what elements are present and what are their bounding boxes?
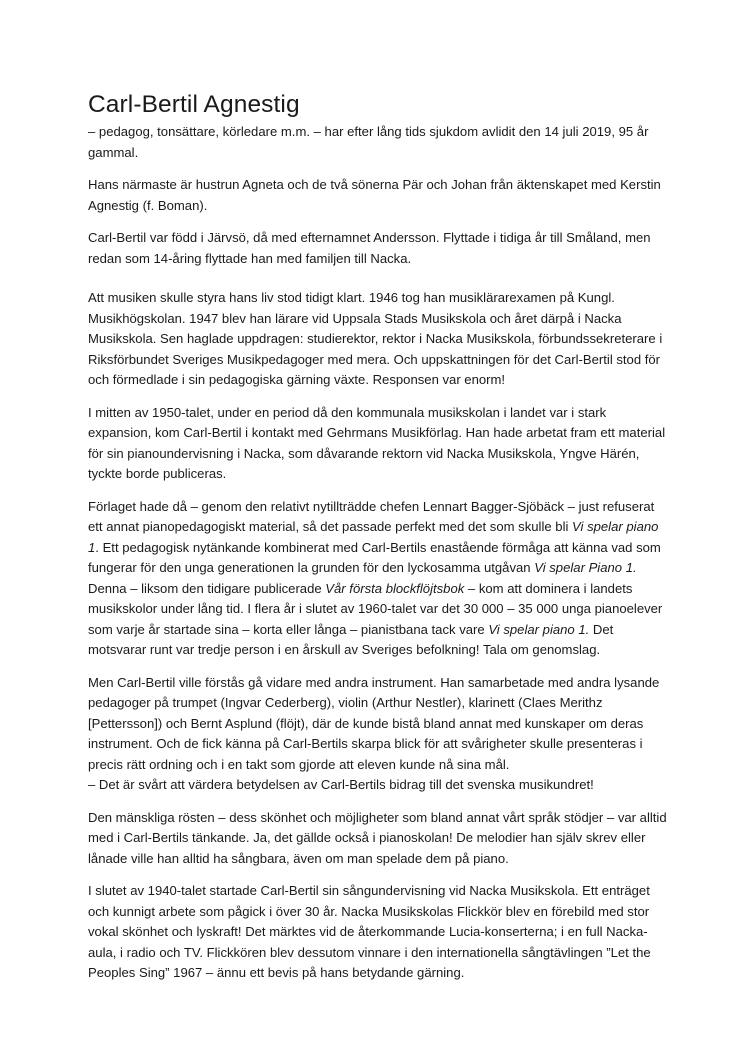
piano-book-paragraph xyxy=(88,497,668,661)
choir-paragraph: I slutet av 1940-talet startade Carl-Bertil sin sångundervisning vid Nacka Musikskola. Ett enträget och kunnigt arbete som pågick i över 30 år. Nacka Musikskolas Flickkör blev en förebild med stor vokal skönhet och lyskraft! Det märktes vid de återkommande Lucia-konserterna; i en full Nacka-aula, i radio och TV. Flickkören blev dessutom vinnare i den internationella sångtävlingen ”Let the Peoples Sing” 1967 – ännu ett bevis på hans betydande gärning. xyxy=(88,883,651,980)
quote-line: – Det är svårt att värdera betydelsen av Carl-Bertils bidrag till det svenska musikundret! xyxy=(88,777,594,792)
family-paragraph: Hans närmaste är hustrun Agneta och de två sönerna Pär och Johan från äktenskapet med Kerstin Agnestig (f. Boman). xyxy=(88,177,661,213)
intro-paragraph: – pedagog, tonsättare, körledare m.m. – har efter lång tids sjukdom avlidit den 14 juli 2019, 95 år gammal. xyxy=(88,124,649,160)
book-title: Vår första blockflöjtsbok xyxy=(325,580,465,596)
book-title: Vi spelar Piano 1. xyxy=(534,560,637,575)
birth-paragraph: Carl-Bertil var född i Järvsö, då med efternamnet Andersson. Flyttade i tidiga år till Småland, men redan som 14-åring flyttade han med familjen till Nacka. xyxy=(88,230,651,266)
document-page xyxy=(88,88,668,984)
text-run: – kom att dominera i landets musikskolor under lång tid. I flera år i slutet av 1960-talet var det 30 000 – 35 000 unga pianoelever som varje år startade sina – korta eller långa – pianistbana tack vare xyxy=(88,580,663,637)
text-run: Förlaget hade då – genom den relativt nytillträdde chefen Lennart Bagger-Sjöbäck – just refuserat ett annat pianopedagogiskt material, så det passade perfekt med det som skulle bli xyxy=(88,498,655,534)
text-run: Det motsvarar runt var tredje person i en årskull av Sveriges befolkning! Tala om genomslag. xyxy=(88,621,614,657)
voice-paragraph: Den mänskliga rösten – dess skönhet och möjligheter som bland annat vårt språk stödjer – var alltid med i Carl-Bertils tänkande. Ja, det gällde också i pianoskolan! De melodier han själv skrev eller lånade ville han alltid ha sångbara, även om man spelade dem på piano. xyxy=(88,809,667,866)
career-paragraph: Att musiken skulle styra hans liv stod tidigt klart. 1946 tog han musiklärarexamen på Kungl. Musikhögskolan. 1947 blev han lärare vid Uppsala Stads Musikskola och året därpå i Nacka Musikskola. Sen haglade uppdragen: studierektor, rektor i Nacka Musikskola, förbundssekreterare i Riksförbundet Sveriges Musikpedagoger med mera. Och uppskattningen för det Carl-Bertil stod för och förmedlade i sin pedagogiska gärning växte. Responsen var enorm! xyxy=(88,290,663,387)
text-run: . Ett pedagogisk nytänkande kombinerat med Carl-Bertils enastående förmåga att känna vad som fungerar för den unga generationen la grunden för den lyckosamma utgåvan xyxy=(88,539,661,575)
instruments-paragraph: Men Carl-Bertil ville förstås gå vidare med andra instrument. Han samarbetade med andra lysande pedagoger på trumpet (Ingvar Cederberg), violin (Arthur Nestler), klarinett (Claes Merithz [Pettersson]) och Bernt Asplund (flöjt), där de kunde bistå bland annat med kunskaper om deras instrument. Och de fick känna på Carl-Bertils skarpa blick för att svårigheter skulle presenteras i precis rätt ordning och i en takt som gjorde att eleven kunde nå sina mål. xyxy=(88,674,660,772)
page-title: Carl-Bertil Agnestig xyxy=(88,91,300,118)
text-run: Denna – liksom den tidigare publicerade xyxy=(88,580,326,596)
publisher-paragraph: I mitten av 1950-talet, under en period då den kommunala musikskolan i landet var i stark expansion, kom Carl-Bertil i kontakt med Gehrmans Musikförlag. Han hade arbetat fram ett material för sin pianoundervisning i Nacka, som dåvarande rektorn vid Nacka Musikskola, Yngve Härén, tyckte borde publiceras. xyxy=(88,404,666,481)
book-title: Vi spelar piano 1 xyxy=(88,519,659,555)
book-title: Vi spelar piano 1. xyxy=(488,621,590,637)
